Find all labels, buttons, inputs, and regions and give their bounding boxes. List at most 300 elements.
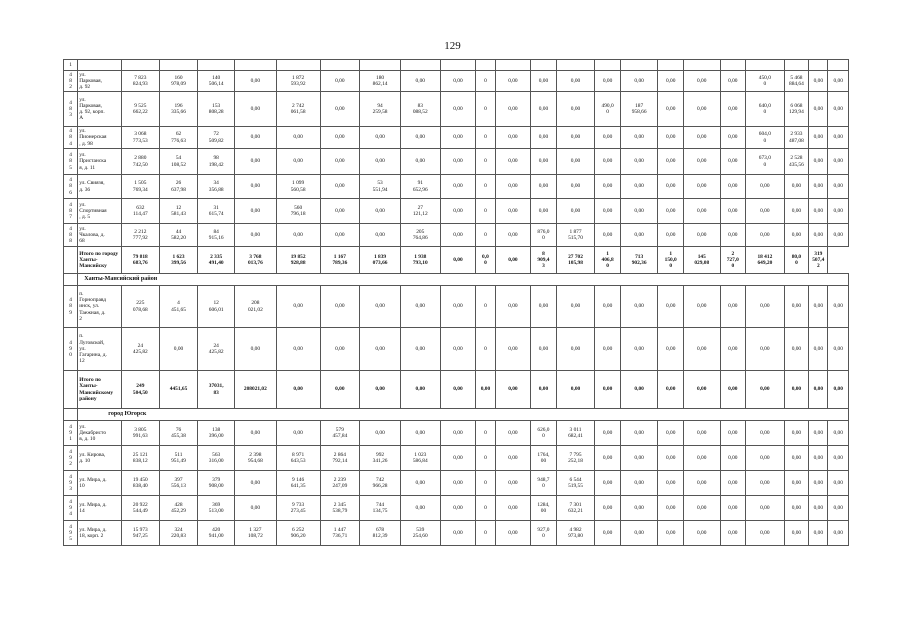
- value-cell: 0,00: [440, 127, 476, 149]
- value-cell: 0: [476, 175, 495, 199]
- address-cell: ул. Мира, д. 14: [78, 496, 122, 521]
- address-cell: ул. Пионерская , д. 98: [78, 127, 122, 149]
- address-cell: ул. Мира, д. 10: [78, 471, 122, 496]
- value-cell: 0,00: [683, 175, 720, 199]
- value-cell: 0,00: [746, 446, 785, 471]
- data-table: [63, 59, 849, 546]
- value-cell: 0,00: [400, 471, 440, 496]
- table-cell: [320, 60, 360, 71]
- table-row: [64, 521, 849, 546]
- value-cell: 1 099 560,58: [276, 175, 320, 199]
- value-cell: 0,00: [595, 471, 620, 496]
- value-cell: 3 805 991,63: [122, 421, 160, 446]
- value-cell: 539 254,60: [400, 521, 440, 546]
- value-cell: 2 880 742,50: [122, 149, 160, 175]
- value-cell: 7 823 824,93: [122, 71, 160, 92]
- value-cell: 0,00: [809, 521, 828, 546]
- value-cell: 0,00: [531, 328, 556, 371]
- row-index-cell: 4 9 0: [64, 328, 78, 371]
- value-cell: 0: [476, 286, 495, 328]
- value-cell: 0,00: [320, 175, 360, 199]
- value-cell: 0,00: [495, 421, 531, 446]
- value-cell: 0,00: [720, 371, 745, 409]
- value-cell: 0,00: [235, 149, 277, 175]
- value-cell: 0,00: [809, 371, 828, 409]
- value-cell: 6 068 129,94: [784, 92, 808, 127]
- value-cell: 0,00: [683, 471, 720, 496]
- value-cell: 0,00: [556, 286, 595, 328]
- value-cell: 3 011 682,41: [556, 421, 595, 446]
- value-cell: 0,00: [620, 71, 658, 92]
- value-cell: 145 029,08: [683, 247, 720, 274]
- value-cell: 0,00: [809, 328, 828, 371]
- table-row: [64, 446, 849, 471]
- value-cell: 15 973 947,25: [122, 521, 160, 546]
- table-cell: [828, 60, 849, 71]
- address-cell: ул. Парковая, д. 92: [78, 71, 122, 92]
- value-cell: 0,00: [495, 127, 531, 149]
- value-cell: 0: [476, 199, 495, 224]
- table-cell: [595, 60, 620, 71]
- value-cell: 83 088,52: [400, 92, 440, 127]
- table-cell: [620, 60, 658, 71]
- table-cell: [658, 60, 683, 71]
- value-cell: 560 796,18: [276, 199, 320, 224]
- value-cell: 1 872 593,92: [276, 71, 320, 92]
- value-cell: 0,00: [620, 127, 658, 149]
- value-cell: 0,00: [784, 471, 808, 496]
- value-cell: 0,00: [784, 224, 808, 247]
- value-cell: 0,00: [440, 371, 476, 409]
- value-cell: 0,00: [235, 71, 277, 92]
- value-cell: 0,00: [235, 199, 277, 224]
- value-cell: 7 301 632,21: [556, 496, 595, 521]
- value-cell: 249 504,50: [122, 371, 160, 409]
- value-cell: 0,00: [235, 421, 277, 446]
- table-cell: [400, 60, 440, 71]
- value-cell: 0,00: [746, 224, 785, 247]
- value-cell: 1 623 399,56: [159, 247, 198, 274]
- value-cell: 0,00: [556, 199, 595, 224]
- value-cell: 0,00: [276, 224, 320, 247]
- value-cell: 34 356,88: [198, 175, 235, 199]
- value-cell: 2 345 538,79: [320, 496, 360, 521]
- value-cell: 420 941,00: [198, 521, 235, 546]
- table-row: [64, 496, 849, 521]
- value-cell: 0,00: [440, 224, 476, 247]
- value-cell: 0,00: [809, 446, 828, 471]
- total-row: [64, 247, 849, 274]
- value-cell: 0,00: [720, 224, 745, 247]
- value-cell: 0,00: [440, 199, 476, 224]
- value-cell: 0,00: [495, 224, 531, 247]
- table-cell: [476, 60, 495, 71]
- value-cell: 53 551,94: [360, 175, 401, 199]
- table-cell: [784, 60, 808, 71]
- value-cell: 0: [476, 521, 495, 546]
- value-cell: 0,00: [620, 328, 658, 371]
- value-cell: 0,00: [620, 446, 658, 471]
- value-cell: 0,00: [320, 71, 360, 92]
- value-cell: 0,00: [440, 286, 476, 328]
- value-cell: 0,00: [784, 496, 808, 521]
- value-cell: 0,00: [784, 328, 808, 371]
- value-cell: 54 108,52: [159, 149, 198, 175]
- value-cell: 140 506,14: [198, 71, 235, 92]
- table-cell: [276, 60, 320, 71]
- value-cell: 0,00: [784, 199, 808, 224]
- value-cell: 0,00: [784, 421, 808, 446]
- value-cell: 0,00: [360, 286, 401, 328]
- value-cell: 0,00: [595, 127, 620, 149]
- table-cell: [235, 60, 277, 71]
- value-cell: 0,00: [276, 421, 320, 446]
- value-cell: 0,00: [828, 496, 849, 521]
- value-cell: 0,00: [531, 149, 556, 175]
- value-cell: 0,00: [495, 149, 531, 175]
- value-cell: 0,00: [320, 286, 360, 328]
- value-cell: 20 922 544,49: [122, 496, 160, 521]
- row-index-cell: 4 8 8: [64, 224, 78, 247]
- table-row: [64, 199, 849, 224]
- value-cell: 742 966,28: [360, 471, 401, 496]
- value-cell: 428 452,29: [159, 496, 198, 521]
- table-cell: [531, 60, 556, 71]
- value-cell: 0,00: [320, 199, 360, 224]
- value-cell: 0,00: [595, 371, 620, 409]
- value-cell: 0,00: [809, 127, 828, 149]
- value-cell: 0,00: [720, 92, 745, 127]
- value-cell: 0,00: [720, 71, 745, 92]
- value-cell: 0,00: [809, 496, 828, 521]
- table-row: [64, 328, 849, 371]
- value-cell: 62 776,63: [159, 127, 198, 149]
- value-cell: 0,00: [809, 471, 828, 496]
- value-cell: 0,00: [683, 199, 720, 224]
- row-index-cell: [64, 371, 78, 409]
- value-cell: 8 909,4 3: [531, 247, 556, 274]
- value-cell: 640,0 0: [746, 92, 785, 127]
- value-cell: 0,00: [784, 286, 808, 328]
- value-cell: 0,00: [658, 175, 683, 199]
- value-cell: 0,00: [495, 199, 531, 224]
- value-cell: 2 335 491,40: [198, 247, 235, 274]
- value-cell: 0,00: [746, 286, 785, 328]
- value-cell: 0,00: [595, 496, 620, 521]
- value-cell: 0,00: [440, 471, 476, 496]
- value-cell: 1 839 073,66: [360, 247, 401, 274]
- value-cell: 160 978,09: [159, 71, 198, 92]
- value-cell: 1 167 789,36: [320, 247, 360, 274]
- value-cell: 0,00: [658, 471, 683, 496]
- value-cell: 0,00: [531, 127, 556, 149]
- value-cell: 2 239 247,09: [320, 471, 360, 496]
- value-cell: 0,00: [495, 471, 531, 496]
- value-cell: 0,00: [595, 286, 620, 328]
- value-cell: 0,00: [276, 127, 320, 149]
- table-cell: [809, 60, 828, 71]
- value-cell: 5 468 884,64: [784, 71, 808, 92]
- row-index-cell: 4 8 7: [64, 199, 78, 224]
- value-cell: 0,00: [440, 328, 476, 371]
- value-cell: 0,00: [828, 371, 849, 409]
- value-cell: 0,00: [746, 496, 785, 521]
- value-cell: 18 412 649,20: [746, 247, 785, 274]
- address-cell: п. Горноправд инск, ул. Таежная, д. 2: [78, 286, 122, 328]
- value-cell: 0,00: [746, 471, 785, 496]
- value-cell: 0,00: [658, 328, 683, 371]
- table-cell: [746, 60, 785, 71]
- value-cell: 0,00: [235, 127, 277, 149]
- address-cell: ул. Пристанска я, д. 11: [78, 149, 122, 175]
- value-cell: 0,00: [440, 92, 476, 127]
- value-cell: 0,00: [720, 521, 745, 546]
- value-cell: 80,0 0: [784, 247, 808, 274]
- value-cell: 0,00: [658, 286, 683, 328]
- value-cell: 0,00: [400, 286, 440, 328]
- value-cell: 0,00: [720, 286, 745, 328]
- value-cell: 0,00: [683, 92, 720, 127]
- table-row: [64, 224, 849, 247]
- total-label-cell: Итого по городу Ханты- Мансийску: [78, 247, 122, 274]
- value-cell: 0,00: [720, 199, 745, 224]
- value-cell: 0,00: [746, 175, 785, 199]
- value-cell: 0,00: [620, 496, 658, 521]
- value-cell: 0,00: [595, 328, 620, 371]
- table-cell: [64, 409, 78, 421]
- value-cell: 0,00: [235, 175, 277, 199]
- value-cell: 0,00: [495, 446, 531, 471]
- value-cell: 992 341,26: [360, 446, 401, 471]
- value-cell: 0,00: [784, 371, 808, 409]
- value-cell: 876,0 0: [531, 224, 556, 247]
- value-cell: 0,00: [400, 496, 440, 521]
- value-cell: 0,00: [276, 328, 320, 371]
- value-cell: 0,00: [809, 175, 828, 199]
- value-cell: 0,00: [784, 175, 808, 199]
- value-cell: 9 733 273,45: [276, 496, 320, 521]
- value-cell: 0,00: [746, 328, 785, 371]
- value-cell: 0,00: [683, 446, 720, 471]
- address-cell: ул. Спортивная , д. 5: [78, 199, 122, 224]
- value-cell: 0,00: [556, 149, 595, 175]
- value-cell: 0,00: [235, 328, 277, 371]
- value-cell: 0: [476, 92, 495, 127]
- value-cell: 0,00: [595, 446, 620, 471]
- value-cell: 0,00: [828, 286, 849, 328]
- value-cell: 0,00: [683, 127, 720, 149]
- top-index-row: [64, 60, 849, 71]
- address-cell: ул. Чкалова, д. 68: [78, 224, 122, 247]
- value-cell: 208021,02: [235, 371, 277, 409]
- table-row: [64, 175, 849, 199]
- value-cell: 0,00: [595, 199, 620, 224]
- row-index-cell: [64, 247, 78, 274]
- value-cell: 0,00: [828, 175, 849, 199]
- address-cell: ул. Декабристо в, д. 10: [78, 421, 122, 446]
- value-cell: 0: [476, 224, 495, 247]
- value-cell: 563 316,00: [198, 446, 235, 471]
- value-cell: 0,00: [746, 371, 785, 409]
- value-cell: 2 212 777,92: [122, 224, 160, 247]
- table-row: [64, 92, 849, 127]
- value-cell: 1284, 00: [531, 496, 556, 521]
- total-label-cell: Итого по Ханты- Мансийскому району: [78, 371, 122, 409]
- value-cell: 0,00: [495, 286, 531, 328]
- value-cell: 324 220,83: [159, 521, 198, 546]
- value-cell: 4 451,65: [159, 286, 198, 328]
- value-cell: 0,00: [746, 421, 785, 446]
- table-row: [64, 421, 849, 446]
- address-cell: ул. Мира, д. 18, корп. 2: [78, 521, 122, 546]
- row-index-cell: 4 8 5: [64, 149, 78, 175]
- value-cell: 0,00: [809, 149, 828, 175]
- value-cell: 744 134,75: [360, 496, 401, 521]
- value-cell: 0,00: [495, 496, 531, 521]
- value-cell: 0,00: [658, 421, 683, 446]
- value-cell: 12 581,43: [159, 199, 198, 224]
- value-cell: 0,00: [595, 421, 620, 446]
- table-row: [64, 149, 849, 175]
- value-cell: 6 544 519,55: [556, 471, 595, 496]
- value-cell: 0,00: [276, 371, 320, 409]
- value-cell: 0,00: [809, 421, 828, 446]
- value-cell: 0,00: [531, 199, 556, 224]
- value-cell: 0,00: [620, 199, 658, 224]
- value-cell: 2 528 435,56: [784, 149, 808, 175]
- table-row: [64, 71, 849, 92]
- value-cell: 0,00: [531, 71, 556, 92]
- value-cell: 673,0 0: [746, 149, 785, 175]
- value-cell: 0,00: [320, 224, 360, 247]
- value-cell: 0,00: [828, 471, 849, 496]
- value-cell: 0,00: [746, 199, 785, 224]
- value-cell: 0,00: [720, 421, 745, 446]
- value-cell: 25 121 838,12: [122, 446, 160, 471]
- value-cell: 397 556,13: [159, 471, 198, 496]
- value-cell: 0,00: [556, 175, 595, 199]
- value-cell: 0,00: [320, 127, 360, 149]
- value-cell: 450,0 0: [746, 71, 785, 92]
- value-cell: 0,00: [658, 446, 683, 471]
- value-cell: 98 198,42: [198, 149, 235, 175]
- value-cell: 0,00: [828, 421, 849, 446]
- value-cell: 0,00: [276, 286, 320, 328]
- value-cell: 26 637,98: [159, 175, 198, 199]
- value-cell: 379 908,00: [198, 471, 235, 496]
- value-cell: 0,00: [556, 127, 595, 149]
- value-cell: 19 852 928,88: [276, 247, 320, 274]
- value-cell: 0,00: [360, 149, 401, 175]
- row-index-cell: 1: [64, 60, 78, 71]
- value-cell: 0,00: [683, 421, 720, 446]
- value-cell: 0,00: [556, 92, 595, 127]
- table-cell: [122, 60, 160, 71]
- value-cell: 208 021,02: [235, 286, 277, 328]
- value-cell: 0,00: [784, 446, 808, 471]
- value-cell: 0,00: [495, 328, 531, 371]
- value-cell: 0,00: [720, 175, 745, 199]
- value-cell: 76 455,38: [159, 421, 198, 446]
- value-cell: 0,00: [440, 247, 476, 274]
- value-cell: 0,00: [809, 286, 828, 328]
- value-cell: 0,00: [683, 328, 720, 371]
- value-cell: 0,00: [495, 371, 531, 409]
- value-cell: 0,00: [658, 71, 683, 92]
- value-cell: 0,00: [400, 421, 440, 446]
- value-cell: 37031, 83: [198, 371, 235, 409]
- value-cell: 0,00: [320, 149, 360, 175]
- value-cell: 7 795 252,18: [556, 446, 595, 471]
- row-index-cell: 4 9 5: [64, 521, 78, 546]
- value-cell: 0,00: [658, 496, 683, 521]
- value-cell: 2 398 954,68: [235, 446, 277, 471]
- value-cell: 72 509,82: [198, 127, 235, 149]
- table-cell: [556, 60, 595, 71]
- value-cell: 0,00: [620, 149, 658, 175]
- value-cell: 0,00: [620, 224, 658, 247]
- value-cell: 0,00: [784, 521, 808, 546]
- value-cell: 19 450 838,40: [122, 471, 160, 496]
- value-cell: 1 447 736,71: [320, 521, 360, 546]
- value-cell: 180 862,14: [360, 71, 401, 92]
- value-cell: 0,00: [556, 71, 595, 92]
- value-cell: 0,00: [276, 149, 320, 175]
- value-cell: 0: [476, 446, 495, 471]
- value-cell: 511 951,49: [159, 446, 198, 471]
- value-cell: 0,00: [658, 371, 683, 409]
- value-cell: 0,00: [320, 371, 360, 409]
- value-cell: 490,0 0: [595, 92, 620, 127]
- value-cell: 0,00: [620, 286, 658, 328]
- value-cell: 0,00: [620, 371, 658, 409]
- value-cell: 2 727,0 0: [720, 247, 745, 274]
- value-cell: 0,00: [809, 224, 828, 247]
- value-cell: 0,00: [440, 521, 476, 546]
- value-cell: 225 078,68: [122, 286, 160, 328]
- value-cell: 0,00: [531, 92, 556, 127]
- value-cell: 0,00: [495, 521, 531, 546]
- value-cell: 0,00: [400, 149, 440, 175]
- address-cell: ул. Кирова, д. 10: [78, 446, 122, 471]
- value-cell: 0,00: [828, 71, 849, 92]
- value-cell: 0,00: [440, 421, 476, 446]
- value-cell: 0,00: [495, 71, 531, 92]
- value-cell: 0,00: [683, 371, 720, 409]
- value-cell: 0,00: [235, 224, 277, 247]
- value-cell: 4451,65: [159, 371, 198, 409]
- page-number: 129: [444, 40, 461, 52]
- value-cell: 0,00: [595, 175, 620, 199]
- value-cell: 948,7 0: [531, 471, 556, 496]
- value-cell: 0,00: [440, 446, 476, 471]
- value-cell: 0,00: [828, 521, 849, 546]
- table-row: [64, 471, 849, 496]
- value-cell: 2 742 061,58: [276, 92, 320, 127]
- value-cell: 0,00: [440, 149, 476, 175]
- value-cell: 0,00: [400, 371, 440, 409]
- value-cell: 0,00: [235, 471, 277, 496]
- row-index-cell: 4 9 3: [64, 471, 78, 496]
- table-cell: [78, 60, 122, 71]
- value-cell: 31 615,74: [198, 199, 235, 224]
- value-cell: 0,00: [658, 521, 683, 546]
- value-cell: 0,00: [658, 92, 683, 127]
- value-cell: 0,00: [746, 521, 785, 546]
- value-cell: 84 915,16: [198, 224, 235, 247]
- value-cell: 9 525 662,22: [122, 92, 160, 127]
- table-cell: [64, 274, 78, 286]
